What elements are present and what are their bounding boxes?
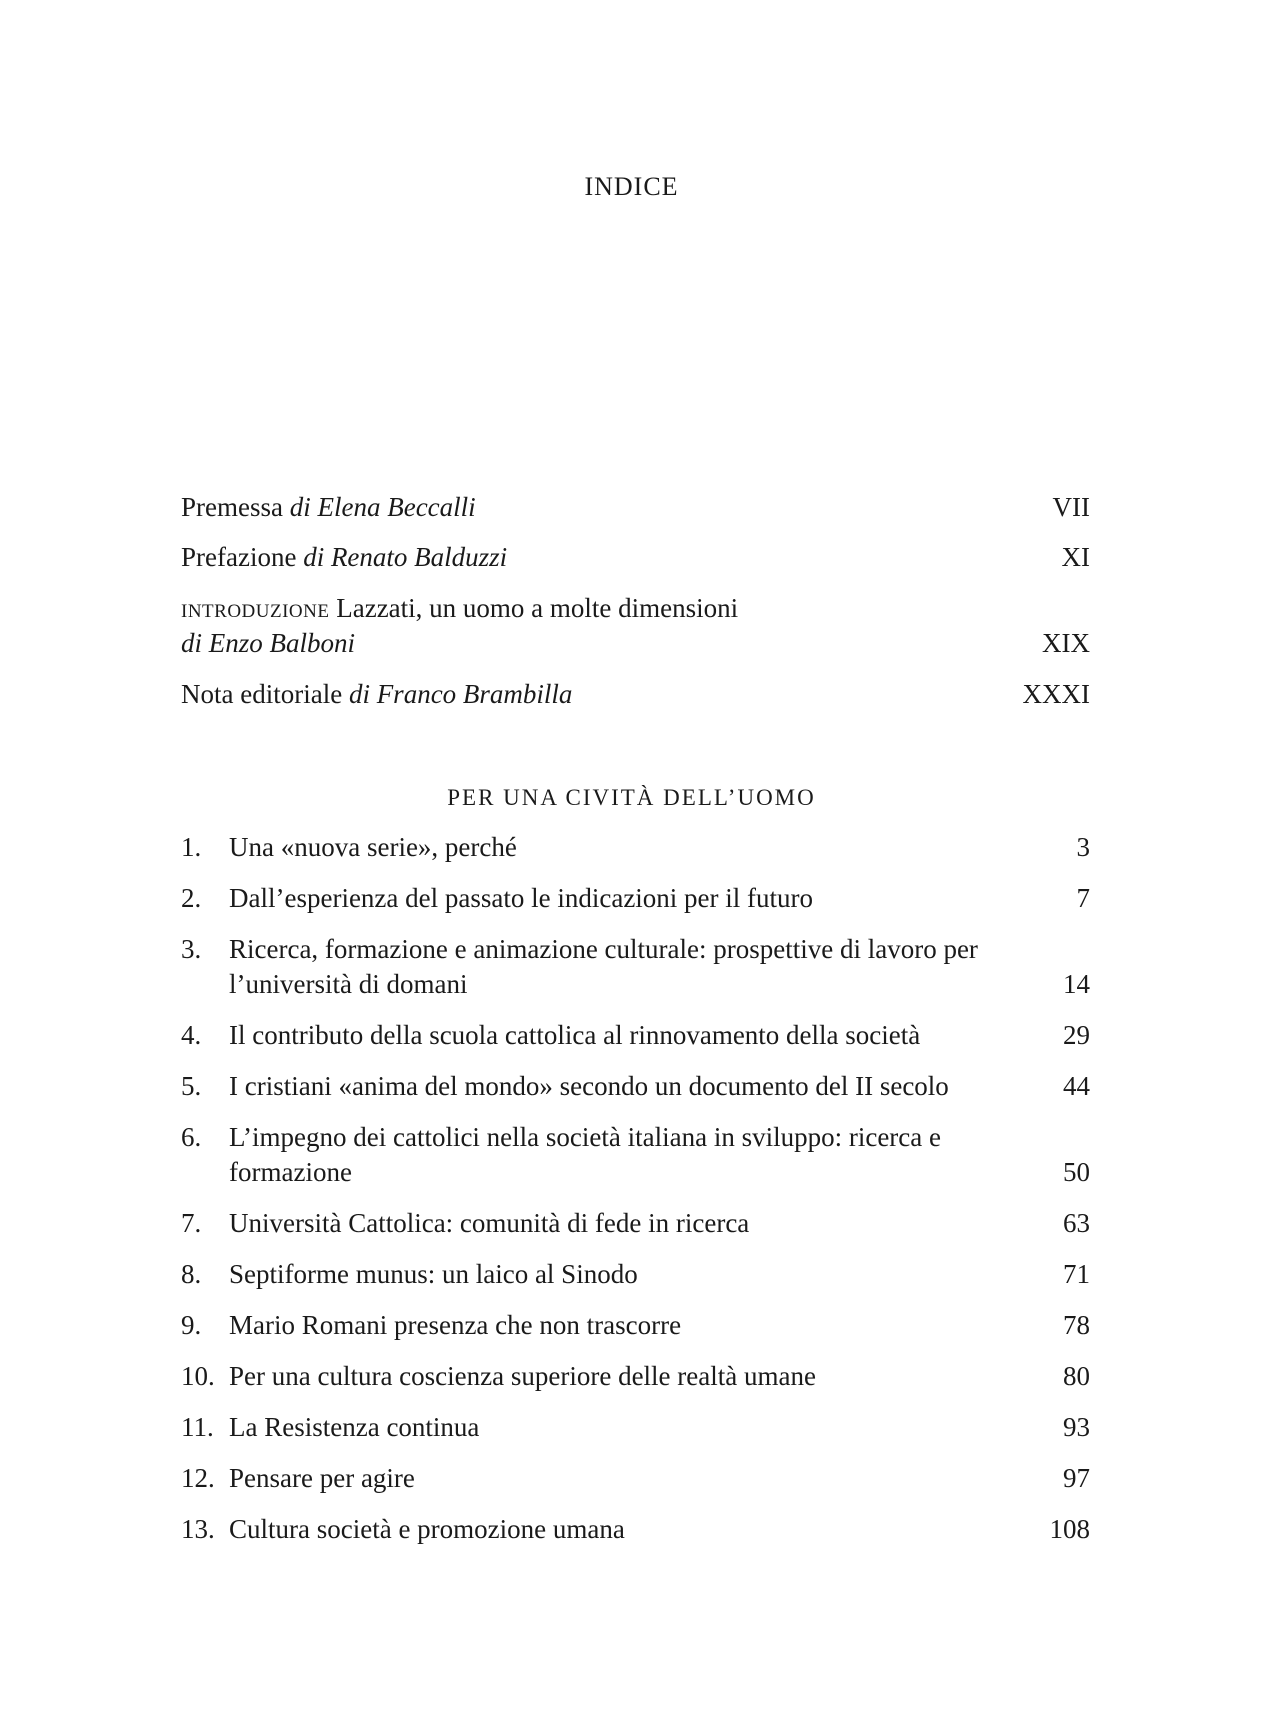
chapter-title: Dall’esperienza del passato le indicazioni per il futuro <box>229 883 814 913</box>
entry-section-label: introduzione <box>181 593 330 623</box>
chapter-page-number: 7 <box>1076 883 1090 913</box>
chapter-title: Mario Romani presenza che non trascorre <box>229 1310 682 1340</box>
entry-text <box>181 591 1042 661</box>
chapter-title: La Resistenza continua <box>229 1412 480 1442</box>
chapter-number: 12. <box>181 1463 215 1493</box>
entry-author: di Renato Balduzzi <box>303 542 508 572</box>
chapter-title: L’impegno dei cattolici nella società italiana in sviluppo: ricerca e formazione <box>229 1122 941 1187</box>
chapter-page-number: 78 <box>1063 1310 1090 1340</box>
chapter-entry[interactable] <box>181 830 1090 865</box>
chapter-entry[interactable] <box>181 1410 1090 1445</box>
chapter-title: Università Cattolica: comunità di fede in ricerca <box>229 1208 750 1238</box>
page-title: INDICE <box>584 172 679 201</box>
chapter-title: Per una cultura coscienza superiore delle realtà umane <box>229 1361 816 1391</box>
toc-entry-prefazione[interactable] <box>181 540 1090 575</box>
chapter-number: 5. <box>181 1071 202 1101</box>
entry-label: Prefazione <box>181 542 297 572</box>
entry-author: di Franco Brambilla <box>348 679 573 709</box>
chapter-number: 13. <box>181 1514 215 1544</box>
chapter-title: Cultura società e promozione umana <box>229 1514 625 1544</box>
chapter-page-number: 63 <box>1063 1208 1090 1238</box>
chapter-entry[interactable] <box>181 1018 1090 1053</box>
chapter-number: 2. <box>181 883 202 913</box>
chapter-page-number: 97 <box>1063 1463 1090 1493</box>
entry-label: Premessa <box>181 492 283 522</box>
toc-entry-nota-editoriale[interactable] <box>181 677 1090 712</box>
chapter-entry[interactable] <box>181 932 1090 1002</box>
chapter-list <box>181 830 1090 1563</box>
entry-text <box>181 677 1023 712</box>
chapter-page-number: 50 <box>1063 1157 1090 1187</box>
chapter-page-number: 3 <box>1076 832 1090 862</box>
chapter-number: 6. <box>181 1122 202 1152</box>
front-matter-list <box>181 490 1090 730</box>
chapter-number: 11. <box>181 1412 214 1442</box>
chapter-entry[interactable] <box>181 1308 1090 1343</box>
chapter-entry[interactable] <box>181 1359 1090 1394</box>
section-title: PER UNA CIVITÀ DELL’UOMO <box>447 785 816 810</box>
chapter-entry[interactable] <box>181 1512 1090 1547</box>
chapter-title: Il contributo della scuola cattolica al rinnovamento della società <box>229 1020 921 1050</box>
chapter-number: 8. <box>181 1259 202 1289</box>
chapter-page-number: 80 <box>1063 1361 1090 1391</box>
chapter-entry[interactable] <box>181 1257 1090 1292</box>
chapter-entry[interactable] <box>181 1206 1090 1241</box>
chapter-number: 7. <box>181 1208 202 1238</box>
chapter-page-number: 71 <box>1063 1259 1090 1289</box>
chapter-number: 3. <box>181 934 202 964</box>
chapter-title: Septiforme munus: un laico al Sinodo <box>229 1259 638 1289</box>
chapter-page-number: 44 <box>1063 1071 1090 1101</box>
chapter-entry[interactable] <box>181 881 1090 916</box>
chapter-entry[interactable] <box>181 1069 1090 1104</box>
entry-label: Lazzati, un uomo a molte dimensioni <box>336 593 739 623</box>
chapter-title: Una «nuova serie», perché <box>229 832 517 862</box>
chapter-number: 4. <box>181 1020 202 1050</box>
entry-author: di Enzo Balboni <box>181 628 355 658</box>
entry-label: Nota editoriale <box>181 679 343 709</box>
chapter-number: 9. <box>181 1310 202 1340</box>
chapter-entry[interactable] <box>181 1461 1090 1496</box>
entry-text <box>181 540 1062 575</box>
entry-page-number: VII <box>1052 492 1090 522</box>
toc-entry-introduzione[interactable] <box>181 591 1090 661</box>
chapter-title: I cristiani «anima del mondo» secondo un documento del II secolo <box>229 1071 949 1101</box>
chapter-title: Pensare per agire <box>229 1463 415 1493</box>
chapter-page-number: 29 <box>1063 1020 1090 1050</box>
chapter-title: Ricerca, formazione e animazione culturale: prospettive di lavoro per l’università di domani <box>229 934 978 999</box>
entry-page-number: XIX <box>1042 628 1090 658</box>
entry-author: di Elena Beccalli <box>289 492 476 522</box>
toc-entry-premessa[interactable] <box>181 490 1090 525</box>
chapter-number: 1. <box>181 832 202 862</box>
chapter-page-number: 14 <box>1063 969 1090 999</box>
chapter-page-number: 93 <box>1063 1412 1090 1442</box>
chapter-entry[interactable] <box>181 1120 1090 1190</box>
chapter-page-number: 108 <box>1049 1514 1090 1544</box>
chapter-number: 10. <box>181 1361 215 1391</box>
entry-page-number: XI <box>1061 542 1090 572</box>
entry-page-number: XXXI <box>1022 679 1090 709</box>
entry-text <box>181 490 1053 525</box>
